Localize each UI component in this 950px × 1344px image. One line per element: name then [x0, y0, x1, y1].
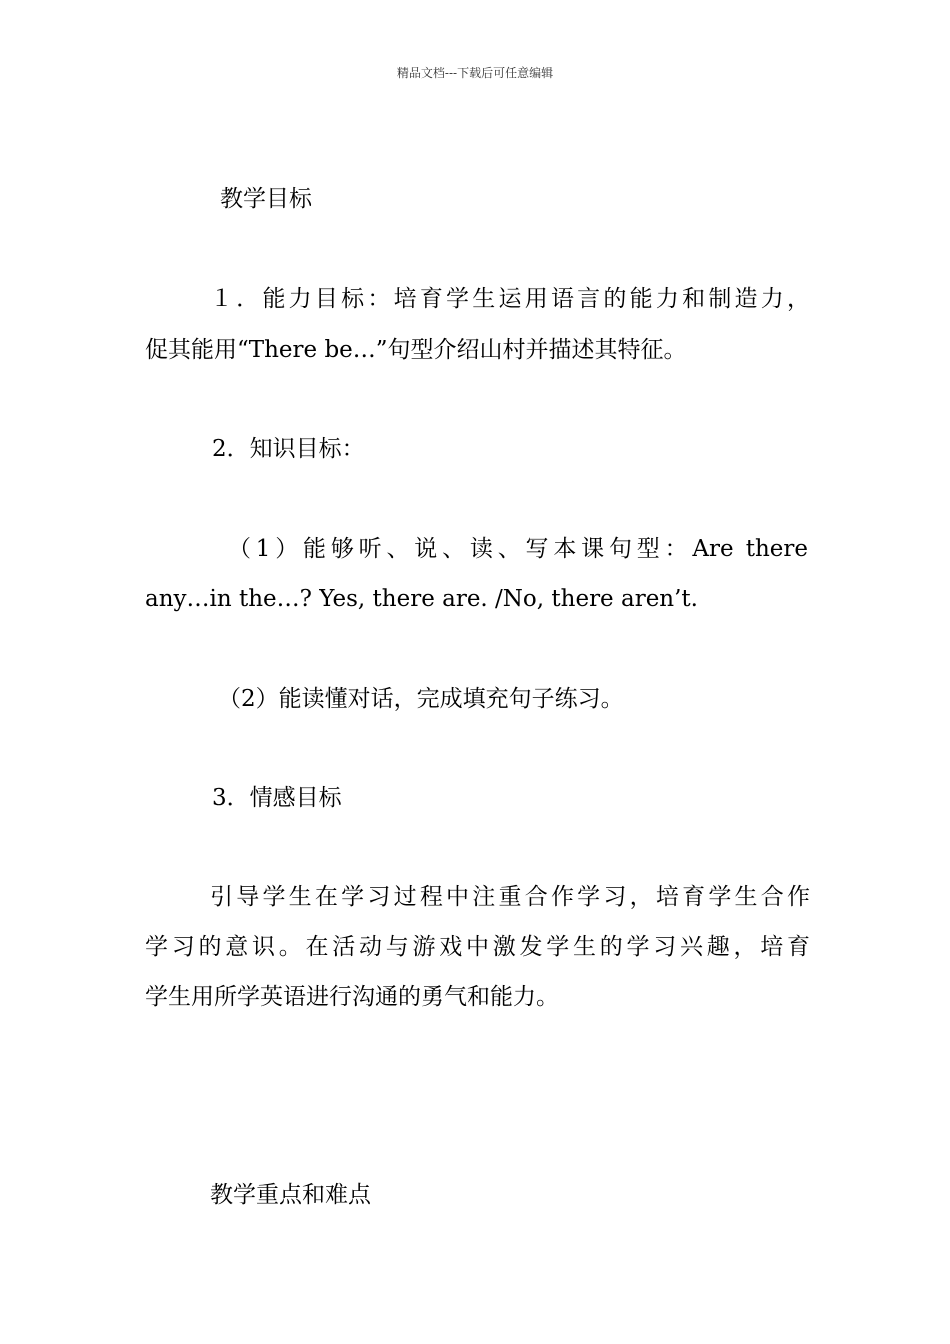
page-header: 精品文档---下载后可任意编辑 — [396, 66, 554, 80]
goal2-heading: 2．知识目标： — [212, 436, 365, 462]
goal3-para-line1: 引导学生在学习过程中注重合作学习，培育学生合作 — [210, 884, 810, 910]
goal1-line2: 促其能用“There be…”句型介绍山村并描述其特征。 — [145, 337, 687, 363]
goal1-line1: １．能力目标：培育学生运用语言的能力和制造力， — [210, 286, 810, 312]
goal3-para-line3: 学生用所学英语进行沟通的勇气和能力。 — [145, 984, 559, 1010]
section-title-teaching-goals: 教学目标 — [220, 186, 312, 212]
goal2-item1-line2: any…in the…? Yes, there are. /No, there aren’t. — [145, 586, 698, 612]
goal3-para-line2: 学习的意识。在活动与游戏中激发学生的学习兴趣，培育 — [145, 934, 810, 960]
goal2-item2: （2）能读懂对话，完成填充句子练习。 — [218, 686, 624, 712]
section-title-key-points: 教学重点和难点 — [210, 1182, 371, 1208]
goal2-item1-line1: （1）能够听、说、读、写本课句型：Are there — [228, 536, 808, 562]
goal3-heading: 3．情感目标 — [212, 785, 342, 811]
